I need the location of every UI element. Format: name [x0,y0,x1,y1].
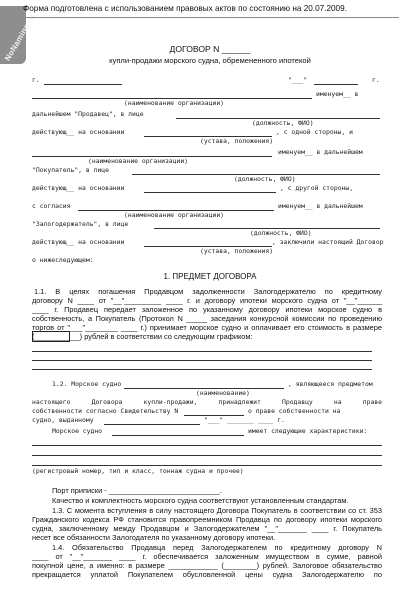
p1-2-line-5a: Морское судно [52,427,103,435]
p1-1-line-5: торгов от "___"________ ____ г.) принимает морское судно и оплачивает его стоимость в размере [32,323,382,332]
seller-one-side: , с одной стороны, и [276,128,353,136]
specs-hint: (регистровый номер, тип и класс, тоннаж судна и прочее) [32,467,244,475]
consent-label: с согласия [32,202,71,210]
date-quote: "___" [288,76,308,84]
buyer-basis-line [144,192,276,193]
as-follows: о нижеследующем: [32,256,94,264]
p1-1-line-4: собственность, а Покупатель (Протокол N _____ заседания конкурсной комиссии по проведению [32,314,382,323]
schedule-line-2 [32,360,372,361]
seller-charter-hint: (устава, положения) [200,137,274,145]
buyer-pos-hint: (должность, ФИО) [234,175,296,183]
port-line: Порт приписки - ___________________________. [52,486,222,495]
p1-4-line-1: 1.4. Обязательство Продавца перед Залогодержателем по кредитному договору N [52,543,382,552]
p1-4-line-3: покупной цене, а именно: в размере ____________ (________) рублей. Залоговое обязательство [32,561,382,570]
buyer-org-hint: (наименование организации) [88,157,189,165]
buyer-name: "Покупатель", в лице [32,166,109,174]
date-line [314,84,358,85]
section1-title: 1. ПРЕДМЕТ ДОГОВОРА [163,272,257,281]
quality-line: Качество и комплектность морского судна соответствуют установленным стандартам. [52,496,349,505]
watermark-text: NoNaming.ru [3,12,38,63]
pledgee-charter-hint: (устава, положения) [200,247,274,255]
seller-named: именуем__ в [316,90,359,98]
p1-2-line-4a: судно, выданному [32,416,94,424]
p1-3-line-2: Гражданского кодекса РФ становится правопреемником Продавца по договору ипотеки морского [32,515,382,524]
seller-pos-hint: (должность, ФИО) [252,119,314,127]
seller-basis: действующ__ на основании [32,128,125,136]
pledgee-basis: действующ__ на основании [32,238,125,246]
p1-2-line-4b: "___" _______ ____ г. [204,416,285,424]
p1-2-line-3b: о праве собственности на [248,407,341,415]
specs-line-2 [32,455,382,456]
doc-title: ДОГОВОР N ______ [169,44,251,54]
p1-1-line-3: ____ г. Продавец передает заложенное по указанному договору ипотеки морское судно в [32,305,382,314]
p1-1-line-2: договору N ____ от "__"_________ ____ г. и договору ипотеки морского судна от "__"______ [32,296,382,305]
vessel-name-hint: (наименование) [196,389,250,397]
buyer-other-side: , с другой стороны, [280,184,354,192]
p1-2-line-5b: имеет следующие характеристики: [248,427,368,435]
p1-4-line-2: ____ от "__"_______ ____ г. обеспечивается заложенным имуществом в сумме, равной [32,552,382,561]
header-note: Форма подготовлена с использованием правовых актов по состоянию на 20.07.2009. [20,2,399,18]
p1-3-line-1: 1.3. С момента вступления в силу настоящего Договора Покупатель в соответствии со ст. 353 [52,506,382,515]
buyer-basis: действующ__ на основании [32,184,125,192]
p1-1-line-6: (___________) рублей в соответствии со следующим графиком: [32,332,253,341]
specs-line-1 [32,445,382,446]
schedule-line-3 [32,369,372,370]
issuer-line [104,424,200,425]
vessel-line-2 [112,435,244,436]
price-box [32,331,70,342]
pledgee-named: именуем__ в дальнейшем [278,202,363,210]
date-label: г. [372,76,380,84]
place-label: г. [32,76,40,84]
pledgee-pos-hint: (должность, ФИО) [250,229,312,237]
p1-4-line-4: прекращается уплатой Покупателем обусловленной цены судна Залогодержателю по [32,570,382,579]
p1-1-line-1: 1.1. В целях погашения Продавцом задолженности Залогодержателю по кредитному [34,287,382,296]
pledgee-name: "Залогодержатель", в лице [32,220,129,228]
p1-2-line-1b: , являющееся предметом [288,380,373,388]
p1-2-line-1a: 1.2. Морское судно [52,380,122,388]
buyer-named: именуем__ в дальнейшем [278,148,363,156]
seller-name: дальнейшем "Продавец", в лице [32,110,144,118]
specs-line-3 [32,465,382,466]
p1-3-line-4: несет все обязанности Залогодателя по указанному договору ипотеки. [32,533,276,542]
p1-2-line-2: настоящего Договора купли-продажи, принадлежит Продавцу на праве [32,398,382,406]
schedule-line-1 [32,351,372,352]
pledgee-org-hint: (наименование организации) [124,211,225,219]
p1-3-line-3: судна, заключенному между Продавцом и Залогодержателем "__"_______ ____ г. Покупатель [32,524,382,533]
place-line [44,84,122,85]
pledgee-concluded: , заключили настоящий Договор [272,238,384,246]
p1-2-line-3a: собственности согласно Свидетельству N [32,407,179,415]
doc-subtitle: купли-продажи морского судна, обремененного ипотекой [109,56,311,65]
seller-org-hint: (наименование организации) [124,99,225,107]
